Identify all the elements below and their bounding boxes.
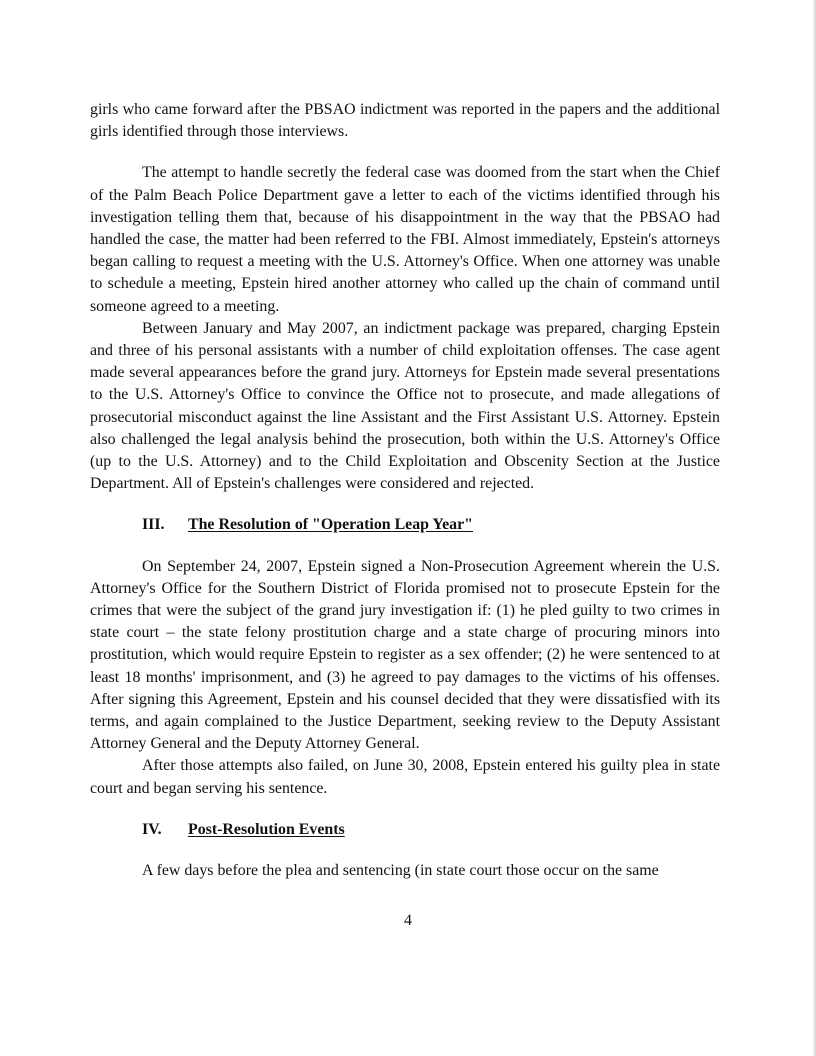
paragraph-continuation: girls who came forward after the PBSAO indictment was reported in the papers and the additional girls identified through those interviews. bbox=[90, 101, 720, 141]
section-number: IV. bbox=[142, 820, 162, 838]
section-number: III. bbox=[142, 516, 165, 534]
paragraph-post-resolution: A few days before the plea and sentencing (in state court those occur on the same bbox=[142, 862, 659, 880]
section-heading-resolution bbox=[90, 514, 720, 536]
paragraph-guilty-plea: After those attempts also failed, on June 30, 2008, Epstein entered his guilty plea in state court and began serving his sentence. bbox=[90, 757, 720, 797]
paragraph-non-prosecution-agreement: On September 24, 2007, Epstein signed a Non-Prosecution Agreement wherein the U.S. Attorney's Office for the Southern District of Florida promised not to prosecute Epstein for the crimes that were the subject of the grand jury investigation if: (1) he pled guilty to two crimes in state court – the state felony prostitution charge and a state charge of procuring minors into prostitution, which would require Epstein to register as a sex offender; (2) he were sentenced to at least 18 months' imprisonment, and (3) he agreed to pay damages to the victims of his offenses. After signing this Agreement, Epstein and his counsel decided that they were dissatisfied with its terms, and again complained to the Justice Department, seeking review to the Deputy Assistant Attorney General and the Deputy Attorney General. bbox=[90, 557, 720, 753]
page-number: 4 bbox=[404, 912, 412, 929]
document-body bbox=[90, 99, 720, 882]
paragraph-federal-case: The attempt to handle secretly the federal case was doomed from the start when the Chief of the Palm Beach Police Department gave a letter to each of the victims identified through his investigation telling them that, because of his disappointment in the way that the PBSAO had handled the case, the matter had been referred to the FBI. Almost immediately, Epstein's attorneys began calling to request a meeting with the U.S. Attorney's Office. When one attorney was unable to schedule a meeting, Epstein hired another attorney who called up the chain of command until someone agreed to a meeting. bbox=[90, 164, 720, 315]
section-title: The Resolution of "Operation Leap Year" bbox=[188, 516, 473, 534]
section-heading-post-resolution bbox=[90, 819, 720, 841]
section-title: Post-Resolution Events bbox=[188, 820, 345, 838]
paragraph-indictment-package: Between January and May 2007, an indictment package was prepared, charging Epstein and three of his personal assistants with a number of child exploitation offenses. The case agent made several appearances before the grand jury. Attorneys for Epstein made several presentations to the U.S. Attorney's Office to convince the Office not to prosecute, and made allegations of prosecutorial misconduct against the line Assistant and the First Assistant U.S. Attorney. Epstein also challenged the legal analysis behind the prosecution, both within the U.S. Attorney's Office (up to the U.S. Attorney) and to the Child Exploitation and Obscenity Section at the Justice Department. All of Epstein's challenges were considered and rejected. bbox=[90, 319, 720, 493]
